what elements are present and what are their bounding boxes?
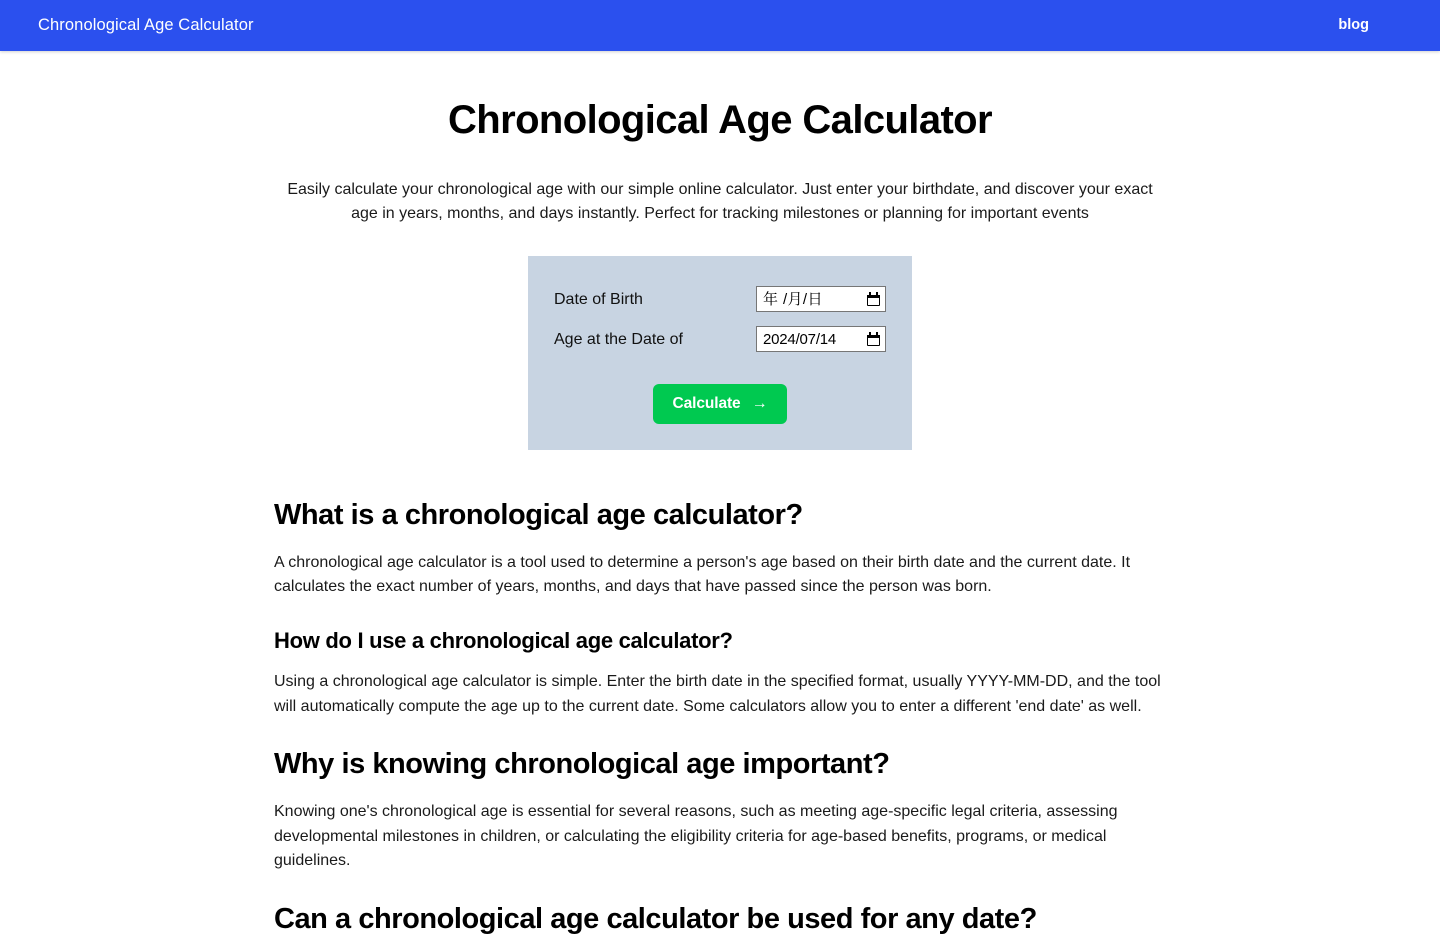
nav-link-blog[interactable]: blog xyxy=(1338,17,1369,34)
faq-heading-0: What is a chronological age calculator? xyxy=(274,499,803,532)
arrow-right-icon: → xyxy=(751,395,768,413)
hero-section xyxy=(274,51,1166,226)
date-of-birth-value: 年 /月/日 xyxy=(763,290,823,308)
calculator-card xyxy=(528,256,912,450)
faq-item-0 xyxy=(274,498,1166,600)
faq-body-1: Using a chronological age calculator is simple. Enter the birth date in the specified format, usually YYYY-MM-DD, and the tool will automatically compute the age up to the current date. Some calculators allow you to enter a different 'end date' as well. xyxy=(274,673,1161,715)
age-at-date-label: Age at the Date of xyxy=(554,330,683,348)
calculate-button-row xyxy=(554,384,886,424)
top-navigation-bar xyxy=(0,0,1440,51)
date-of-birth-label: Date of Birth xyxy=(554,290,643,308)
faq-item-2 xyxy=(274,747,1166,873)
calculate-button-label: Calculate xyxy=(672,395,741,413)
calculate-button[interactable] xyxy=(653,384,788,424)
age-at-date-input[interactable] xyxy=(756,326,886,352)
date-of-birth-input[interactable] xyxy=(756,286,886,312)
calculator-wrapper xyxy=(0,256,1440,450)
form-row-date-of-birth xyxy=(554,286,886,312)
faq-heading-1: How do I use a chronological age calculator? xyxy=(274,627,733,653)
faq-body-2: Knowing one's chronological age is essential for several reasons, such as meeting age-specific legal criteria, assessing developmental milestones in children, or calculating the eligibility criteria for age-based benefits, programs, or medical guidelines. xyxy=(274,803,1118,870)
faq-heading-2: Why is knowing chronological age important? xyxy=(274,748,890,781)
calendar-icon[interactable] xyxy=(867,292,880,306)
faq-content xyxy=(274,450,1166,936)
calendar-icon[interactable] xyxy=(867,332,880,346)
page-title: Chronological Age Calculator xyxy=(447,98,992,142)
page-body xyxy=(0,51,1440,936)
faq-heading-3: Can a chronological age calculator be used for any date? xyxy=(274,902,1037,935)
navbar-links xyxy=(1338,18,1369,33)
faq-item-3 xyxy=(274,902,1166,936)
form-row-age-at-date xyxy=(554,326,886,352)
faq-item-1 xyxy=(274,628,1166,719)
navbar-brand-link[interactable]: Chronological Age Calculator xyxy=(38,16,254,35)
page-subtitle: Easily calculate your chronological age with our simple online calculator. Just enter your birthdate, and discover your exact age in years, months, and days instantly. Perfect for tracking milestones or planning for important events xyxy=(287,181,1153,223)
age-at-date-value: 2024/07/14 xyxy=(763,330,837,348)
faq-body-0: A chronological age calculator is a tool used to determine a person's age based on their birth date and the current date. It calculates the exact number of years, months, and days that have passed since the person was born. xyxy=(274,553,1131,596)
